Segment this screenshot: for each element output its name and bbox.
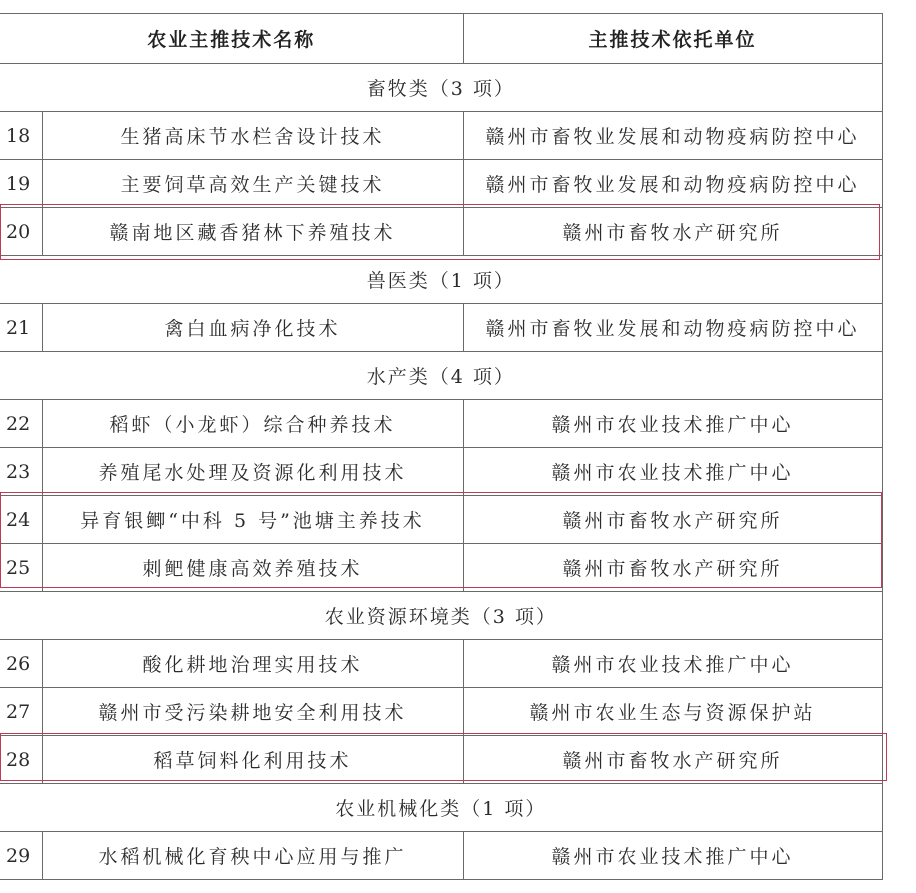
row-unit: 赣州市畜牧业发展和动物疫病防控中心	[463, 160, 882, 208]
row-tech-name: 生猪高床节水栏舍设计技术	[42, 112, 463, 160]
technology-table	[0, 13, 883, 880]
table-row	[0, 208, 882, 256]
table-row	[0, 736, 882, 784]
row-tech-name: 赣州市受污染耕地安全利用技术	[42, 688, 463, 736]
table-row	[0, 400, 882, 448]
row-unit: 赣州市农业技术推广中心	[463, 448, 882, 496]
row-unit: 赣州市农业技术推广中心	[463, 640, 882, 688]
category-label: 农业机械化类（1 项）	[0, 784, 882, 832]
row-unit: 赣州市畜牧水产研究所	[463, 496, 882, 544]
row-number: 26	[0, 640, 42, 688]
row-unit: 赣州市畜牧业发展和动物疫病防控中心	[463, 304, 882, 352]
category-row	[0, 352, 882, 400]
category-row	[0, 592, 882, 640]
table-row	[0, 304, 882, 352]
row-tech-name: 稻草饲料化利用技术	[42, 736, 463, 784]
row-unit: 赣州市畜牧业发展和动物疫病防控中心	[463, 112, 882, 160]
table-row	[0, 544, 882, 592]
row-tech-name: 水稻机械化育秧中心应用与推广	[42, 832, 463, 880]
header-unit: 主推技术依托单位	[463, 14, 882, 64]
table-row	[0, 688, 882, 736]
row-tech-name: 赣南地区藏香猪林下养殖技术	[42, 208, 463, 256]
row-number: 29	[0, 832, 42, 880]
header-tech-name: 农业主推技术名称	[0, 14, 463, 64]
category-label: 畜牧类（3 项）	[0, 64, 882, 112]
table-row	[0, 160, 882, 208]
row-number: 24	[0, 496, 42, 544]
row-tech-name: 刺鲃健康高效养殖技术	[42, 544, 463, 592]
row-unit: 赣州市农业生态与资源保护站	[463, 688, 882, 736]
row-unit: 赣州市农业技术推广中心	[463, 400, 882, 448]
row-number: 28	[0, 736, 42, 784]
table-row	[0, 112, 882, 160]
category-row	[0, 784, 882, 832]
table-row	[0, 832, 882, 880]
table-row	[0, 448, 882, 496]
category-row	[0, 256, 882, 304]
row-tech-name: 养殖尾水处理及资源化利用技术	[42, 448, 463, 496]
row-number: 18	[0, 112, 42, 160]
table-row	[0, 496, 882, 544]
category-label: 农业资源环境类（3 项）	[0, 592, 882, 640]
row-unit: 赣州市畜牧水产研究所	[463, 544, 882, 592]
row-number: 25	[0, 544, 42, 592]
category-label: 水产类（4 项）	[0, 352, 882, 400]
category-label: 兽医类（1 项）	[0, 256, 882, 304]
row-number: 19	[0, 160, 42, 208]
row-tech-name: 酸化耕地治理实用技术	[42, 640, 463, 688]
row-tech-name: 主要饲草高效生产关键技术	[42, 160, 463, 208]
row-tech-name: 稻虾（小龙虾）综合种养技术	[42, 400, 463, 448]
row-tech-name: 异育银鲫“中科 5 号”池塘主养技术	[42, 496, 463, 544]
row-unit: 赣州市畜牧水产研究所	[463, 208, 882, 256]
row-number: 21	[0, 304, 42, 352]
row-unit: 赣州市畜牧水产研究所	[463, 736, 882, 784]
row-number: 27	[0, 688, 42, 736]
row-unit: 赣州市农业技术推广中心	[463, 832, 882, 880]
row-tech-name: 禽白血病净化技术	[42, 304, 463, 352]
row-number: 20	[0, 208, 42, 256]
table-row	[0, 640, 882, 688]
row-number: 23	[0, 448, 42, 496]
row-number: 22	[0, 400, 42, 448]
category-row	[0, 64, 882, 112]
table-header-row	[0, 14, 882, 64]
